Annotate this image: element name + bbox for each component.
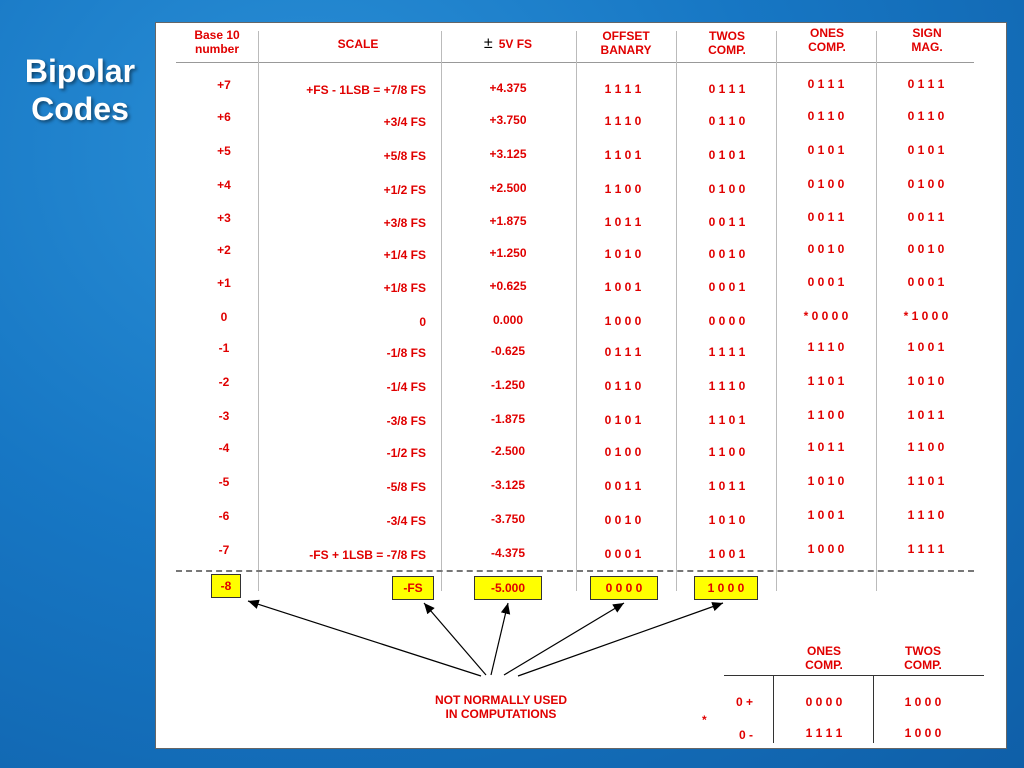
cell-offset: 0 1 1 0 <box>604 379 642 393</box>
cell-offset: 1 1 0 1 <box>604 148 642 162</box>
cell-volts: +1.250 <box>489 246 527 260</box>
cell-base: -7 <box>218 543 230 557</box>
zero-minus-ones: 1 1 1 1 <box>805 726 843 740</box>
cell-twos: 0 0 0 1 <box>708 280 746 294</box>
zero-table-header-twos-line2: COMP. <box>904 658 942 672</box>
cell-ones: 1 0 1 1 <box>807 440 845 454</box>
cell-base: -6 <box>218 509 230 523</box>
cell-ones: 0 0 1 1 <box>807 210 845 224</box>
cell-base: -2 <box>218 375 230 389</box>
zero-table-header-twos <box>904 644 942 672</box>
not-used-note <box>435 693 567 721</box>
arrow-to-offset <box>504 603 624 675</box>
cell-twos: 1 1 0 1 <box>708 413 746 427</box>
cell-offset: 1 1 0 0 <box>604 182 642 196</box>
cell-twos: 0 1 1 1 <box>708 82 746 96</box>
cell-volts: -1.875 <box>490 412 526 426</box>
zero-table-divider <box>873 675 874 743</box>
cell-twos: 1 0 1 1 <box>708 479 746 493</box>
zero-table-header-divider <box>724 675 984 676</box>
cell-scale: +3/4 FS <box>383 115 426 129</box>
header-ones-line1: ONES <box>809 26 845 40</box>
cell-base: -4 <box>218 441 230 455</box>
cell-volts: +3.125 <box>489 147 527 161</box>
cell-offset: 1 0 1 1 <box>604 215 642 229</box>
cell-base: +5 <box>217 144 231 158</box>
cell-sign: 0 0 1 1 <box>907 210 945 224</box>
cell-twos: 0 1 0 1 <box>708 148 746 162</box>
cell-base: -3 <box>218 409 230 423</box>
cell-scale: +5/8 FS <box>383 149 426 163</box>
arrow-to-volts <box>491 603 508 675</box>
cell-sign: 0 1 0 0 <box>907 177 945 191</box>
zero-plus-twos: 1 0 0 0 <box>904 695 942 709</box>
zero-plus-ones: 0 0 0 0 <box>805 695 843 709</box>
cell-twos: 1 0 0 1 <box>708 547 746 561</box>
asterisk-mark: * <box>702 713 707 727</box>
cell-twos: 0 0 1 0 <box>708 247 746 261</box>
not-used-note-line1: NOT NORMALLY USED <box>434 693 568 707</box>
header-twos-line2: COMP. <box>708 43 746 57</box>
cell-offset: 1 1 1 1 <box>604 82 642 96</box>
cell-volts: +3.750 <box>489 113 527 127</box>
cell-sign: 1 0 1 0 <box>907 374 945 388</box>
cell-ones: 0 0 1 0 <box>807 242 845 256</box>
cell-sign: 1 0 0 1 <box>907 340 945 354</box>
cell-base: -5 <box>218 475 230 489</box>
cell-ones: 1 0 1 0 <box>807 474 845 488</box>
cell-volts: +1.875 <box>489 214 527 228</box>
not-used-note-line2: IN COMPUTATIONS <box>445 707 557 721</box>
cell-ones: * 0 0 0 0 <box>803 309 849 323</box>
cell-offset: 1 0 1 0 <box>604 247 642 261</box>
cell-offset: 1 1 1 0 <box>604 114 642 128</box>
cell-volts: -0.625 <box>490 344 526 358</box>
cell-offset: 1 0 0 0 <box>604 314 642 328</box>
zero-table-header-twos-line1: TWOS <box>904 644 941 658</box>
cell-offset: 0 0 0 1 <box>604 547 642 561</box>
highlight-offset: 0 0 0 0 <box>590 576 658 600</box>
cell-volts: -2.500 <box>490 444 526 458</box>
cell-twos: 1 1 0 0 <box>708 445 746 459</box>
cell-ones: 1 0 0 0 <box>807 542 845 556</box>
cell-scale: +3/8 FS <box>383 216 426 230</box>
cell-sign: 1 1 0 1 <box>907 474 945 488</box>
cell-scale: +1/8 FS <box>383 281 426 295</box>
cell-sign: 1 1 1 1 <box>907 542 945 556</box>
cell-offset: 0 0 1 0 <box>604 513 642 527</box>
cell-base: -1 <box>218 341 230 355</box>
cell-twos: 1 0 1 0 <box>708 513 746 527</box>
cell-twos: 1 1 1 1 <box>708 345 746 359</box>
cell-offset: 0 1 1 1 <box>604 345 642 359</box>
cell-base: +3 <box>217 211 231 225</box>
cell-ones: 1 1 0 0 <box>807 408 845 422</box>
highlight-base-minus8: -8 <box>211 574 241 598</box>
cell-ones: 0 1 1 1 <box>807 77 845 91</box>
zero-plus-label: 0 + <box>735 695 753 709</box>
cell-sign: * 1 0 0 0 <box>903 309 949 323</box>
cell-sign: 0 0 0 1 <box>907 275 945 289</box>
cell-base: +6 <box>217 110 231 124</box>
zero-table-divider <box>773 675 774 743</box>
cell-twos: 0 1 1 0 <box>708 114 746 128</box>
header-sign-line2: MAG. <box>911 40 943 54</box>
arrow-to-base <box>248 601 481 676</box>
cell-offset: 0 1 0 1 <box>604 413 642 427</box>
cell-base: +2 <box>217 243 231 257</box>
cell-volts: +2.500 <box>489 181 527 195</box>
zero-table-header-ones-line1: ONES <box>806 644 842 658</box>
cell-offset: 0 0 1 1 <box>604 479 642 493</box>
cell-volts: +4.375 <box>489 81 527 95</box>
cell-sign: 0 0 1 0 <box>907 242 945 256</box>
zero-minus-label: 0 - <box>738 728 753 742</box>
cell-ones: 0 1 0 0 <box>807 177 845 191</box>
cell-sign: 0 1 1 0 <box>907 109 945 123</box>
zero-minus-twos: 1 0 0 0 <box>904 726 942 740</box>
cell-volts: 0.000 <box>492 313 524 327</box>
slide-title-line-2: Codes <box>31 91 129 127</box>
slide-title <box>10 52 150 128</box>
header-ones-line2: COMP. <box>808 40 846 54</box>
cell-volts: -1.250 <box>490 378 526 392</box>
arrow-to-twos <box>518 603 723 676</box>
header-volts-label: 5V FS <box>498 37 533 51</box>
slide-title-line-1: Bipolar <box>24 53 136 89</box>
cell-twos: 1 1 1 0 <box>708 379 746 393</box>
cell-ones: 1 1 0 1 <box>807 374 845 388</box>
cell-sign: 1 1 0 0 <box>907 440 945 454</box>
cell-scale: -1/2 FS <box>386 446 426 460</box>
cell-twos: 0 0 1 1 <box>708 215 746 229</box>
cell-volts: -4.375 <box>490 546 526 560</box>
cell-volts: +0.625 <box>489 279 527 293</box>
cell-base: +7 <box>217 78 231 92</box>
header-sign-line1: SIGN <box>912 26 942 40</box>
cell-ones: 0 1 1 0 <box>807 109 845 123</box>
cell-sign: 1 1 1 0 <box>907 508 945 522</box>
cell-base: 0 <box>220 310 228 324</box>
cell-offset: 1 0 0 1 <box>604 280 642 294</box>
cell-sign: 0 1 1 1 <box>907 77 945 91</box>
cell-base: +1 <box>217 276 231 290</box>
cell-ones: 0 0 0 1 <box>807 275 845 289</box>
cell-ones: 1 0 0 1 <box>807 508 845 522</box>
cell-scale: -3/4 FS <box>386 514 426 528</box>
cell-base: +4 <box>217 178 231 192</box>
zero-table-header-ones-line2: COMP. <box>805 658 843 672</box>
cell-scale: -3/8 FS <box>386 414 426 428</box>
cell-scale: +1/4 FS <box>383 248 426 262</box>
cell-sign: 1 0 1 1 <box>907 408 945 422</box>
code-table-panel <box>155 22 1007 749</box>
header-scale: SCALE <box>337 37 379 51</box>
header-base10-line2: number <box>194 42 239 56</box>
highlight-volts: -5.000 <box>474 576 542 600</box>
zero-table-header-ones <box>805 644 843 672</box>
cell-ones: 0 1 0 1 <box>807 143 845 157</box>
header-base10-line1: Base 10 <box>194 28 240 42</box>
arrows-diagram <box>156 23 1006 748</box>
cell-twos: 0 1 0 0 <box>708 182 746 196</box>
cell-scale: -5/8 FS <box>386 480 426 494</box>
header-twos-line1: TWOS <box>708 29 745 43</box>
cell-volts: -3.750 <box>490 512 526 526</box>
arrow-to-scale <box>424 603 486 675</box>
cell-scale: +FS - 1LSB = +7/8 FS <box>306 83 426 97</box>
cell-twos: 0 0 0 0 <box>708 314 746 328</box>
cell-scale: -FS + 1LSB = -7/8 FS <box>309 548 426 562</box>
cell-scale: +1/2 FS <box>383 183 426 197</box>
cell-volts: -3.125 <box>490 478 526 492</box>
cell-offset: 0 1 0 0 <box>604 445 642 459</box>
cell-ones: 1 1 1 0 <box>807 340 845 354</box>
cell-sign: 0 1 0 1 <box>907 143 945 157</box>
header-offset-line2: BANARY <box>600 43 652 57</box>
cell-scale: -1/8 FS <box>386 346 426 360</box>
highlight-twos: 1 0 0 0 <box>694 576 758 600</box>
cell-scale: -1/4 FS <box>386 380 426 394</box>
cell-scale: 0 <box>419 315 426 329</box>
plus-minus-symbol: ± <box>483 35 493 52</box>
header-offset-line1: OFFSET <box>602 29 650 43</box>
highlight-scale-fs: -FS <box>392 576 434 600</box>
